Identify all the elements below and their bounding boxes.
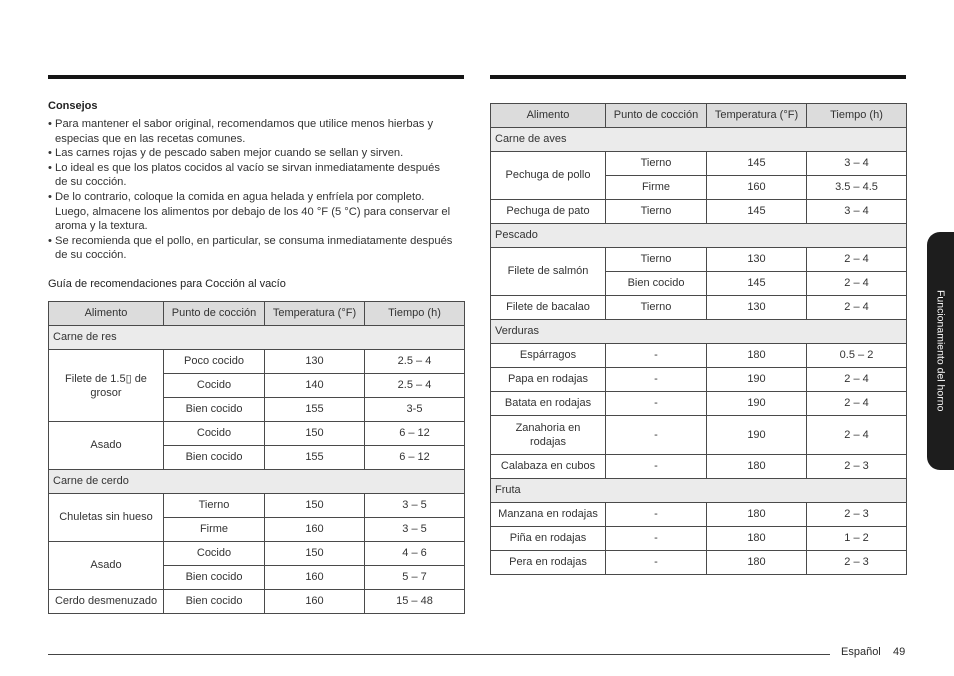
food-name-line: Pechuga de pollo (505, 169, 591, 181)
cooking-point-cell: Cocido (164, 374, 264, 397)
time-cell: 2 – 4 (807, 368, 906, 391)
category-row: Carne de cerdo (49, 470, 464, 493)
temperature-cell: 180 (707, 455, 806, 478)
cooking-point-cell: - (606, 392, 706, 415)
time-header: Tiempo (h) (807, 104, 906, 127)
food-name-line: Filete de salmón (507, 265, 589, 277)
time-cell: 4 – 6 (365, 542, 464, 565)
cooking-point-cell: - (606, 368, 706, 391)
food-name-line: Calabaza en cubos (500, 460, 596, 472)
category-row: Fruta (491, 479, 906, 502)
cooking-point-cell: Bien cocido (164, 590, 264, 613)
cooking-point-cell: Bien cocido (164, 398, 264, 421)
food-name-header: Alimento (491, 104, 605, 127)
cooking-point-cell: - (606, 344, 706, 367)
food-name-cell (491, 503, 605, 526)
temperature-cell: 130 (265, 350, 364, 373)
food-name-cell (49, 542, 163, 589)
category-row: Pescado (491, 224, 906, 247)
cooking-point-cell: Bien cocido (606, 272, 706, 295)
category-row: Carne de res (49, 326, 464, 349)
food-name-cell (491, 344, 605, 367)
tip-line: • Las carnes rojas y de pescado saben mejor cuando se sellan y sirven. (55, 147, 404, 160)
temperature-cell: 150 (265, 542, 364, 565)
food-name-line: Papa en rodajas (507, 373, 589, 385)
food-name-line: Asado (90, 439, 122, 451)
cooking-point-cell: Cocido (164, 422, 264, 445)
section-side-tab-label: Funcionamiento del horno (934, 290, 947, 412)
time-cell: 2 – 4 (807, 392, 906, 415)
temperature-cell: 155 (265, 446, 364, 469)
time-cell: 3 – 5 (365, 494, 464, 517)
food-name-line: rodajas (529, 436, 567, 448)
time-cell: 0.5 – 2 (807, 344, 906, 367)
temperature-cell: 130 (707, 248, 806, 271)
temperature-cell: 155 (265, 398, 364, 421)
time-cell: 6 – 12 (365, 422, 464, 445)
food-name-line: Chuletas sin hueso (59, 511, 153, 523)
food-name-cell (491, 455, 605, 478)
tip-line: • Se recomienda que el pollo, en particular, se consuma inmediatamente después (55, 234, 453, 247)
tip-item (48, 190, 464, 234)
section-side-tab (927, 232, 954, 470)
food-name-line: Batata en rodajas (504, 397, 592, 409)
temperature-cell: 145 (707, 200, 806, 223)
food-name-line: Asado (90, 559, 122, 571)
cooking-point-cell: - (606, 503, 706, 526)
food-name-cell (491, 248, 605, 295)
tip-line: • Lo ideal es que los platos cocidos al vacío se sirvan inmediatamente después (55, 161, 440, 174)
cooking-point-cell: Bien cocido (164, 446, 264, 469)
tips-list (48, 117, 464, 263)
temperature-cell: 180 (707, 503, 806, 526)
sous-vide-table-left (48, 301, 465, 614)
time-cell: 2 – 3 (807, 503, 906, 526)
food-name-line: Pera en rodajas (509, 556, 587, 568)
temperature-cell: 130 (707, 296, 806, 319)
tip-line: • De lo contrario, coloque la comida en agua helada y enfríela por completo. (55, 190, 425, 203)
temperature-cell: 145 (707, 152, 806, 175)
food-name-line: Manzana en rodajas (498, 508, 598, 520)
sous-vide-table-right (490, 103, 907, 575)
cooking-point-cell: Bien cocido (164, 566, 264, 589)
temperature-cell: 160 (265, 590, 364, 613)
tip-item (48, 117, 464, 146)
cooking-point-cell: - (606, 455, 706, 478)
time-cell: 3-5 (365, 398, 464, 421)
food-name-cell (491, 416, 605, 454)
food-name-cell (491, 296, 605, 319)
food-name-line: Filete de 1.5▯ de (65, 372, 147, 385)
temperature-cell: 160 (265, 518, 364, 541)
cooking-point-cell: Tierno (606, 152, 706, 175)
temperature-cell: 140 (265, 374, 364, 397)
time-cell: 2 – 4 (807, 272, 906, 295)
time-cell: 2 – 4 (807, 296, 906, 319)
temperature-cell: 180 (707, 527, 806, 550)
time-cell: 2 – 3 (807, 455, 906, 478)
cooking-point-cell: Firme (164, 518, 264, 541)
cooking-point-cell: - (606, 416, 706, 454)
tip-line: especias que en las recetas comunes. (55, 132, 246, 145)
food-name-line: Zanahoria en (515, 422, 581, 434)
time-cell: 3 – 4 (807, 152, 906, 175)
food-name-cell (491, 527, 605, 550)
cooking-point-cell: - (606, 551, 706, 574)
tip-item (48, 146, 464, 161)
food-name-line: Pechuga de pato (506, 205, 590, 217)
footer-divider (48, 654, 830, 655)
cooking-point-cell: Poco cocido (164, 350, 264, 373)
temperature-cell: 160 (265, 566, 364, 589)
food-name-cell (491, 152, 605, 199)
food-name-cell (49, 494, 163, 541)
time-cell: 15 – 48 (365, 590, 464, 613)
tip-line: Luego, almacene los alimentos por debajo de los 40 °F (5 °C) para conservar el (55, 205, 451, 218)
temperature-cell: 150 (265, 422, 364, 445)
temperature-cell: 190 (707, 392, 806, 415)
food-name-line: Cerdo desmenuzado (54, 595, 158, 607)
cooking-point-cell: Firme (606, 176, 706, 199)
time-cell: 5 – 7 (365, 566, 464, 589)
time-cell: 3 – 4 (807, 200, 906, 223)
food-name-cell (491, 392, 605, 415)
temperature-header: Temperatura (°F) (265, 302, 364, 325)
cooking-point-header: Punto de cocción (606, 104, 706, 127)
time-cell: 2 – 3 (807, 551, 906, 574)
footer-language: Español (841, 646, 881, 658)
food-name-cell (49, 422, 163, 469)
category-row: Verduras (491, 320, 906, 343)
time-cell: 3 – 5 (365, 518, 464, 541)
cooking-point-cell: Tierno (164, 494, 264, 517)
temperature-cell: 190 (707, 416, 806, 454)
tip-item (48, 161, 464, 190)
time-cell: 2.5 – 4 (365, 350, 464, 373)
cooking-point-cell: Cocido (164, 542, 264, 565)
cooking-point-header: Punto de cocción (164, 302, 264, 325)
tips-title: Consejos (48, 100, 98, 112)
temperature-header: Temperatura (°F) (707, 104, 806, 127)
food-name-cell (491, 551, 605, 574)
cooking-point-cell: Tierno (606, 296, 706, 319)
food-name-cell (49, 590, 163, 613)
time-cell: 6 – 12 (365, 446, 464, 469)
tip-line: de su cocción. (55, 249, 127, 262)
guide-title: Guía de recomendaciones para Cocción al vacío (48, 278, 286, 290)
cooking-point-cell: Tierno (606, 200, 706, 223)
time-cell: 2 – 4 (807, 248, 906, 271)
time-header: Tiempo (h) (365, 302, 464, 325)
food-name-cell (49, 350, 163, 421)
temperature-cell: 190 (707, 368, 806, 391)
food-name-line: Espárragos (519, 349, 577, 361)
temperature-cell: 180 (707, 344, 806, 367)
temperature-cell: 160 (707, 176, 806, 199)
tip-item (48, 234, 464, 263)
tip-line: de su cocción. (55, 176, 127, 189)
temperature-cell: 150 (265, 494, 364, 517)
cooking-point-cell: - (606, 527, 706, 550)
food-name-line: Filete de bacalao (506, 301, 590, 313)
time-cell: 2 – 4 (807, 416, 906, 454)
time-cell: 1 – 2 (807, 527, 906, 550)
cooking-point-cell: Tierno (606, 248, 706, 271)
tip-line: • Para mantener el sabor original, recomendamos que utilice menos hierbas y (55, 118, 434, 130)
page-number: 49 (893, 646, 906, 658)
tip-line: aroma y la textura. (55, 220, 148, 233)
category-row: Carne de aves (491, 128, 906, 151)
food-name-line: Piña en rodajas (509, 532, 587, 544)
food-name-header: Alimento (49, 302, 163, 325)
header-rule-left (48, 75, 464, 79)
time-cell: 2.5 – 4 (365, 374, 464, 397)
food-name-cell (491, 200, 605, 223)
temperature-cell: 180 (707, 551, 806, 574)
food-name-line: grosor (90, 386, 122, 399)
temperature-cell: 145 (707, 272, 806, 295)
header-rule-right (490, 75, 906, 79)
food-name-cell (491, 368, 605, 391)
time-cell: 3.5 – 4.5 (807, 176, 906, 199)
